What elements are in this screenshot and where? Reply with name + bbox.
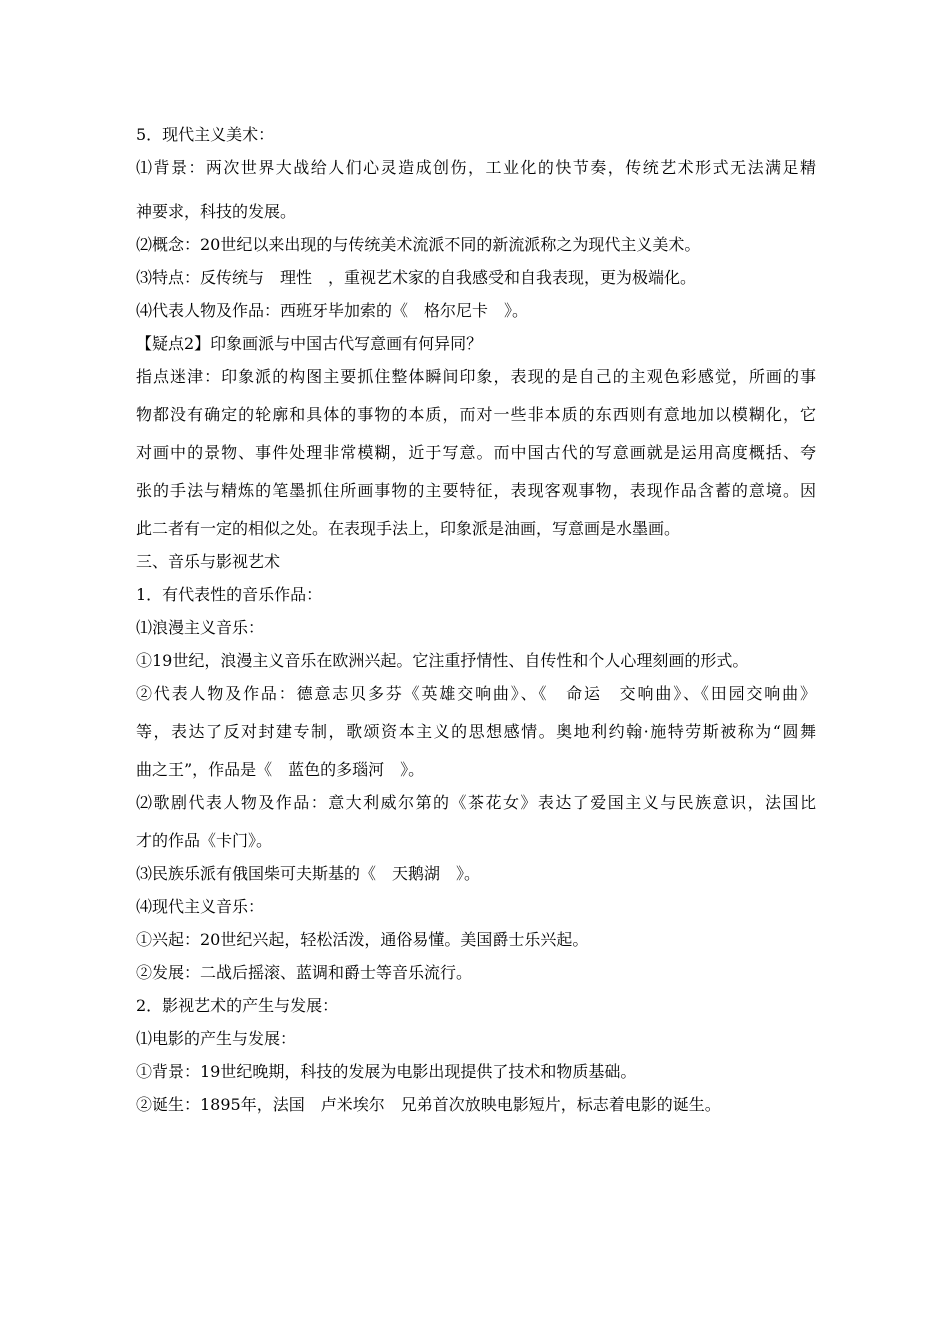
paragraph-line: ⑵歌剧代表人物及作品：意大利威尔第的《茶花女》表达了爱国主义与民族意识，法国比 [136,793,816,812]
paragraph-line: ⑶民族乐派有俄国柴可夫斯基的《 天鹅湖 》。 [136,864,481,883]
question-heading: 【疑点2】印象画派与中国古代写意画有何异同？ [136,334,483,353]
paragraph-line: ⑶特点：反传统与 理性 ，重视艺术家的自我感受和自我表现，更为极端化。 [136,268,697,287]
section-heading-music-film: 三、音乐与影视艺术 [136,552,281,571]
paragraph-line: 才的作品《卡门》。 [136,831,273,850]
paragraph-line: ⑵概念：20世纪以来出现的与传统美术流派不同的新流派称之为现代主义美术。 [136,235,701,254]
paragraph-line: 此二者有一定的相似之处。在表现手法上，印象派是油画，写意画是水墨画。 [136,519,681,538]
paragraph-line: 神要求，科技的发展。 [136,202,297,221]
paragraph-line: ①背景：19世纪晚期，科技的发展为电影出现提供了技术和物质基础。 [136,1062,637,1081]
paragraph-line: ②代表人物及作品：德意志贝多芬《英雄交响曲》、《 命运 交响曲》、《田园交响曲》 [136,684,816,703]
paragraph-line: 对画中的景物、事件处理非常模糊，近于写意。而中国古代的写意画就是运用高度概括、夸 [136,443,816,462]
subsection-heading: 1．有代表性的音乐作品： [136,585,323,604]
paragraph-line: ②诞生：1895年，法国 卢米埃尔 兄弟首次放映电影短片，标志着电影的诞生。 [136,1095,721,1114]
paragraph-line: ⑷现代主义音乐： [136,897,265,916]
paragraph-line: ⑷代表人物及作品：西班牙毕加索的《 格尔尼卡 》。 [136,301,529,320]
subsection-heading: 2．影视艺术的产生与发展： [136,996,339,1015]
paragraph-line: 指点迷津：印象派的构图主要抓住整体瞬间印象，表现的是自己的主观色彩感觉，所画的事 [136,367,816,386]
document-body [136,122,816,1118]
paragraph-line: ②发展：二战后摇滚、蓝调和爵士等音乐流行。 [136,963,473,982]
paragraph-line: 张的手法与精炼的笔墨抓住所画事物的主要特征，表现客观事物，表现作品含蓄的意境。因 [136,481,816,500]
paragraph-line: ⑴电影的产生与发展： [136,1029,297,1048]
paragraph-line: ⑴浪漫主义音乐： [136,618,265,637]
paragraph-line: 等，表达了反对封建专制，歌颂资本主义的思想感情。奥地利约翰·施特劳斯被称为“圆舞 [136,722,816,741]
paragraph-line: ①19世纪，浪漫主义音乐在欧洲兴起。它注重抒情性、自传性和个人心理刻画的形式。 [136,651,749,670]
section-heading-modernist-art: 5．现代主义美术： [136,125,275,144]
paragraph-line: 物都没有确定的轮廓和具体的事物的本质，而对一些非本质的东西则有意地加以模糊化，它 [136,405,816,424]
paragraph-line: ①兴起：20世纪兴起，轻松活泼，通俗易懂。美国爵士乐兴起。 [136,930,589,949]
paragraph-line: ⑴背景：两次世界大战给人们心灵造成创伤，工业化的快节奏，传统艺术形式无法满足精 [136,158,816,177]
paragraph-line: 曲之王”，作品是《 蓝色的多瑙河 》。 [136,760,425,779]
